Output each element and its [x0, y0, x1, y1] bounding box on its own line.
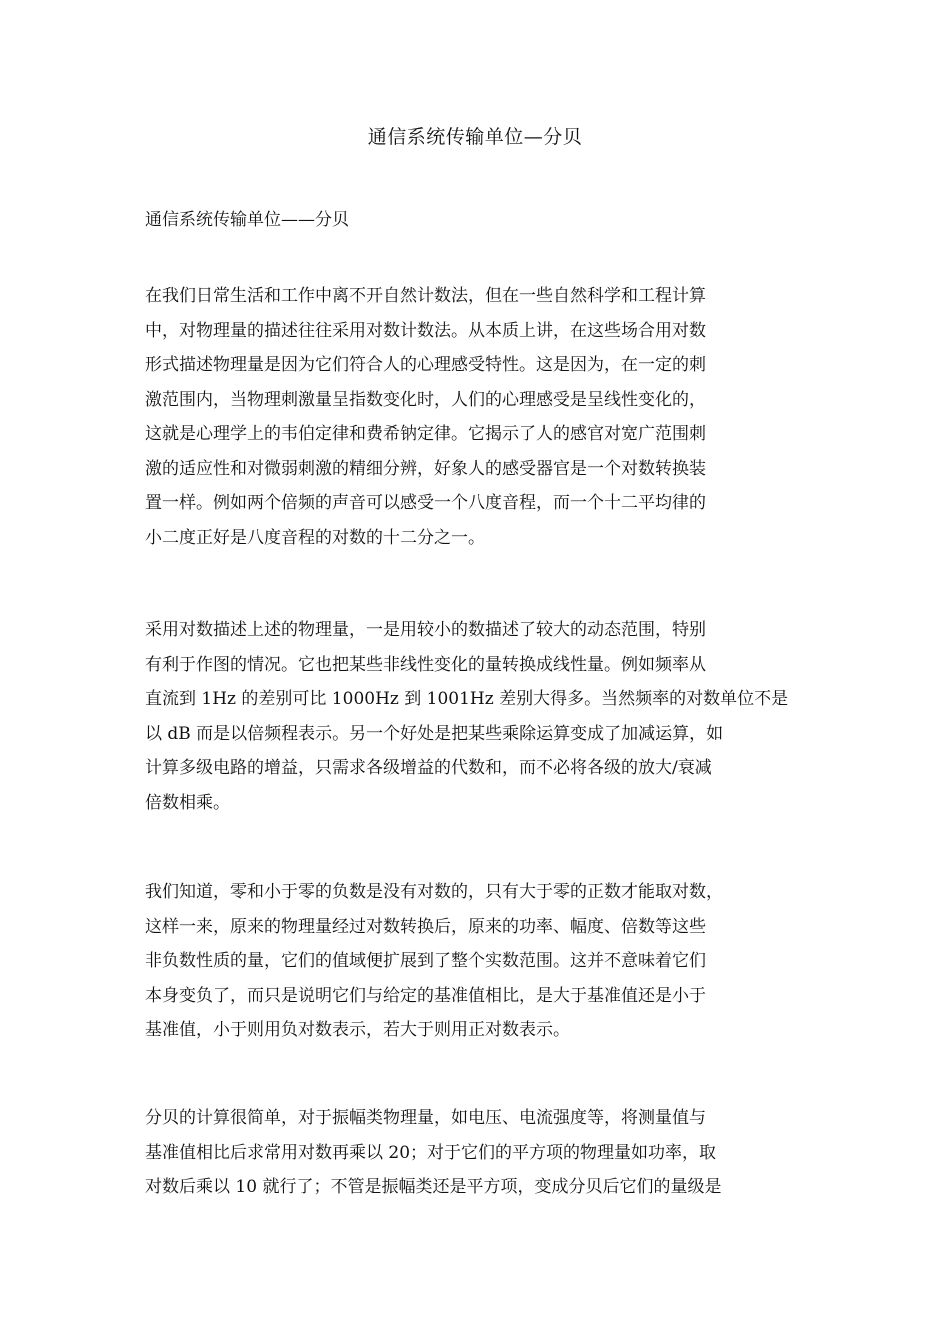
paragraph-line: 在我们日常生活和工作中离不开自然计数法，但在一些自然科学和工程计算	[145, 286, 706, 306]
paragraph-3	[145, 875, 815, 1048]
paragraph-line: 以 dB 而是以倍频程表示。另一个好处是把某些乘除运算变成了加减运算，如	[145, 723, 724, 744]
paragraph-line: 基准值，小于则用负对数表示，若大于则用正对数表示。	[145, 1020, 570, 1040]
paragraph-line: 中，对物理量的描述往往采用对数计数法。从本质上讲，在这些场合用对数	[145, 320, 706, 341]
document-subtitle: 通信系统传输单位——分贝	[145, 210, 349, 230]
paragraph-line: 激范围内，当物理刺激量呈指数变化时，人们的心理感受是呈线性变化的，	[145, 389, 706, 410]
paragraph-line: 这就是心理学上的韦伯定律和费希钠定律。它揭示了人的感官对宽广范围刺	[145, 424, 706, 444]
paragraph-line: 采用对数描述上述的物理量，一是用较小的数描述了较大的动态范围，特别	[145, 620, 706, 640]
paragraph-line: 置一样。例如两个倍频的声音可以感受一个八度音程，而一个十二平均律的	[145, 493, 706, 513]
paragraph-line: 这样一来，原来的物理量经过对数转换后，原来的功率、幅度、倍数等这些	[145, 916, 706, 937]
paragraph-line: 计算多级电路的增益，只需求各级增益的代数和，而不必将各级的放大/衰减	[145, 758, 712, 778]
paragraph-line: 直流到 1Hz 的差别可比 1000Hz 到 1001Hz 差别大得多。当然频率的对数单位不是	[145, 689, 789, 709]
paragraph-line: 非负数性质的量，它们的值域便扩展到了整个实数范围。这并不意味着它们	[145, 951, 706, 971]
paragraph-line: 倍数相乘。	[145, 792, 230, 813]
paragraph-line: 小二度正好是八度音程的对数的十二分之一。	[145, 527, 485, 548]
paragraph-1	[145, 279, 815, 555]
paragraph-line: 形式描述物理量是因为它们符合人的心理感受特性。这是因为，在一定的刺	[145, 355, 706, 375]
paragraph-line: 基准值相比后求常用对数再乘以 20；对于它们的平方项的物理量如功率，取	[145, 1142, 717, 1163]
paragraph-line: 我们知道，零和小于零的负数是没有对数的，只有大于零的正数才能取对数，	[145, 882, 723, 902]
paragraph-line: 对数后乘以 10 就行了；不管是振幅类还是平方项，变成分贝后它们的量级是	[145, 1177, 722, 1197]
paragraph-2	[145, 613, 815, 820]
paragraph-line: 有利于作图的情况。它也把某些非线性变化的量转换成线性量。例如频率从	[145, 654, 706, 675]
paragraph-line: 分贝的计算很简单，对于振幅类物理量，如电压、电流强度等，将测量值与	[145, 1108, 706, 1128]
document-title: 通信系统传输单位—分贝	[367, 126, 583, 148]
paragraph-4	[145, 1101, 815, 1205]
paragraph-line: 激的适应性和对微弱刺激的精细分辨，好象人的感受器官是一个对数转换装	[145, 458, 706, 479]
paragraph-line: 本身变负了，而只是说明它们与给定的基准值相比，是大于基准值还是小于	[145, 985, 706, 1006]
